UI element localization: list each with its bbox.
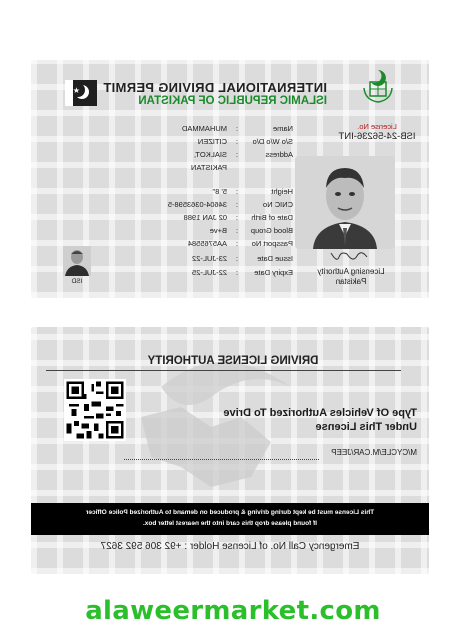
field-value: 5' 8" [212,187,227,196]
field-value: CITIZEN [197,137,227,146]
qr-code-icon [64,379,126,441]
license-card-back [31,327,429,574]
vehicle-classes: M/CYCLE/M.CAR/JEEP [331,448,417,457]
emergency-contact: Emergency Call No. of License Holder : +92 306 592 3627 [100,541,360,552]
field-value: 02 JAN 1988 [183,213,227,222]
state-emblem-icon [361,68,395,104]
licensing-authority-country: Pakistan [335,277,367,286]
dotted-line [124,459,319,460]
notice-line-1: This License must be kept during driving & produced on demand to Authorized Police Officer [85,509,375,516]
field-label: Issue Date [257,254,293,263]
signature [329,247,369,261]
field-value: 23-JUL-22 [191,254,227,263]
permit-subtitle: ISLAMIC REPUBLIC OF PAKISTAN [138,95,327,107]
licensing-authority: Licensing Authority [317,267,385,276]
holder-photo [295,156,395,249]
field-label: Expiry Date [254,268,293,277]
field-value: SIALKOT, [194,150,227,159]
license-number: ISB-24-56236-INT [338,131,416,142]
pakistan-flag-icon: ★ [65,80,97,106]
mirrored-back-content [31,327,429,574]
field-value: MUHAMMAD [182,124,227,133]
title-divider [46,370,401,371]
field-label: S/o W/o D/o [252,137,293,146]
license-card-front [31,60,429,298]
field-label: Blood Group [250,226,293,235]
field-value: B+ve [209,226,227,235]
vehicle-type-subheading: Under This License [315,421,417,433]
mirrored-front-content: ★ INTERNATIONAL DRIVING PERMIT ISLAMIC REPUBLIC OF PAKISTAN License No. ISB-24-56236-INT Licensing Authority Pakistan Name : MUHAMMAD S/o W/o D/o : CITIZEN Address : SIALKOT, PAKISTAN Height : 5' 8" CNIC No : 34604-0363598-5 Date of Birth : 02 JAN 1988 Blood Group : B+ve Passport No : AA5765584 Issue Date : 23-JUL-22 Expiry Date : 22-JUL-25 ISD [31,60,429,298]
field-label: Height [271,187,293,196]
back-title: DRIVING LICENSE AUTHORITY [147,355,319,367]
permit-title: INTERNATIONAL DRIVING PERMIT [103,80,327,95]
field-label: Passport No [251,239,293,248]
field-label: Address [265,150,293,159]
field-label: Date of Birth [251,213,293,222]
secondary-photo [63,246,91,276]
notice-line-2: If found please drop this card into the nearest letter box. [142,520,318,527]
isd-label: ISD [71,278,83,285]
field-label: Name [272,124,293,133]
field-value: AA5765584 [187,239,227,248]
watermark-text: alaweermarket.com [85,596,381,626]
vehicle-type-heading: Type Of Vehicles Authorized To Drive [223,407,417,419]
license-no-label: License No. [357,122,397,131]
field-value: 22-JUL-25 [191,268,227,277]
notice-banner [31,503,429,535]
field-value: 34604-0363598-5 [167,200,227,209]
field-label: CNIC No [262,200,293,209]
field-value: PAKISTAN [191,163,227,172]
